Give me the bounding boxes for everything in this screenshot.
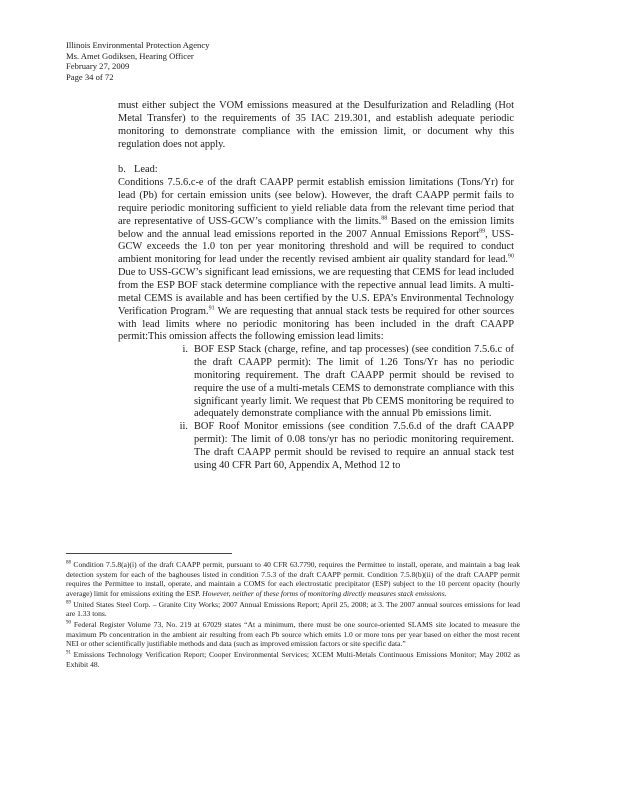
footnote-number: 88 — [66, 560, 71, 566]
footnote-89 — [66, 600, 520, 619]
header-agency: Illinois Environmental Protection Agency — [66, 40, 210, 50]
lead-paragraph — [118, 177, 514, 344]
footnote-ref-91[interactable]: 91 — [208, 305, 215, 312]
footnote-number: 91 — [66, 650, 71, 656]
footnote-divider — [66, 553, 232, 554]
footnote-number: 89 — [66, 600, 71, 606]
section-letter: b. — [118, 164, 126, 176]
list-item-number: ii. — [179, 421, 188, 433]
footnote-text: Condition 7.5.8(a)(i) of the draft CAAPP permit, pursuant to 40 CFR 63.7790, requires the Permittee to install, operate, and maintain a bag leak detection system for each of the baghouses listed in condition 7.5.3 of the draft CAAPP permit. Condition 7.5.8(b)(ii) of the draft CAAPP permit requires the Permittee to install, operate, and maintain a COMS for each electrostatic precipitator (ESP) subject to the 10 percent opacity (hourly average) limit for emissions exiting the ESP. — [66, 560, 520, 598]
footnote-number: 90 — [66, 620, 71, 626]
lead-text-1: Conditions 7.5.6.c-e of the draft CAAPP permit establish emission limitations (Tons/Yr) for lead (Pb) for certain emission units (see below). However, the draft CAAPP permit fails to require periodic monitoring sufficient to yield reliable data from the relevant time period that are representative of USS-GCW’s compliance with the limits. — [118, 177, 514, 227]
letter-header — [66, 40, 209, 82]
footnote-88 — [66, 560, 520, 599]
footnotes — [66, 560, 520, 669]
list-item-number: i. — [182, 344, 188, 356]
footnote-ref-89[interactable]: 89 — [479, 228, 486, 235]
footnote-ref-88[interactable]: 88 — [381, 215, 388, 222]
footnote-italic-text: However, neither of these forms of monitoring directly measures stack emissions. — [202, 588, 447, 598]
lead-text-5: We are requesting that annual stack tests be required for other sources with lead limits where no periodic monitoring has been included in the draft CAAPP permit:This omission affects the following emission lead limits: — [118, 305, 515, 343]
lead-text-3: , USS-GCW exceeds the 1.0 ton per year monitoring threshold and will be required to conduct ambient monitoring for lead under the recently revised ambient air quality standard for lead. — [118, 228, 514, 266]
lead-text-2: Based on the emission limits below and the annual lead emissions reported in the 2007 Annual Emissions Report — [118, 215, 514, 240]
list-item-text: BOF Roof Monitor emissions (see condition 7.5.6.d of the draft CAAPP permit): The limit of 0.08 tons/yr has no periodic monitoring requirement. The draft CAAPP permit should be revised to require an annual stack test using 40 CFR Part 60, Appendix A, Method 12 to — [194, 421, 514, 471]
footnote-text: Federal Register Volume 73, No. 219 at 67029 states “At a minimum, there must be one source-oriented SLAMS site located to measure the maximum Pb concentration in the ambient air resulting from each Pb source which emits 1.0 or more tons per year based on either the most recent NEI or other scientifically justifiable methods and data (such as improved emission factors or site specific data.” — [66, 619, 520, 649]
list-item — [166, 344, 514, 421]
header-recipient: Ms. Amet Godiksen, Hearing Officer — [66, 50, 194, 61]
header-date: February 27, 2009 — [66, 61, 130, 72]
footnote-ref-90[interactable]: 90 — [508, 253, 514, 260]
header-page-number: Page 34 of 72 — [66, 71, 114, 82]
document-body — [118, 100, 514, 473]
intro-paragraph: must either subject the VOM emissions measured at the Desulfurization and Reladling (Hot Metal Transfer) to the requirements of 35 IAC 219.301, and establish adequate periodic monitoring to demonstrate compliance with the emission limit, or document why this regulation does not apply. — [118, 100, 514, 150]
footnote-text: Emissions Technology Verification Report; Cooper Environmental Services; XCEM Multi-Metals Continuous Emissions Monitor; May 2002 as Exhibit 48. — [66, 649, 520, 669]
footnote-90 — [66, 620, 520, 649]
list-item — [166, 421, 514, 472]
emission-limits-list — [118, 344, 514, 472]
section-title: Lead: — [134, 164, 158, 176]
footnote-text: United States Steel Corp. – Granite City Works; 2007 Annual Emissions Report; April 25, 2008; at 3. The 2007 annual sources emissions for lead are 1.33 tons. — [66, 599, 520, 619]
section-heading — [118, 164, 514, 177]
footnote-91 — [66, 650, 520, 669]
lead-text-4: Due to USS-GCW’s significant lead emissions, we are requesting that CEMS for lead included from the ESP BOF stack determine compliance with the repective annual lead limits. A multi-metal CEMS is available and has been certified by the U.S. EPA’s Environmental Technology Verification Program. — [118, 267, 514, 317]
list-item-text: BOF ESP Stack (charge, refine, and tap processes) (see condition 7.5.6.c of the draft CAAPP permit): The limit of 1.26 Tons/Yr has no periodic monitoring requirement. The draft CAAPP permit should be revised to require the use of a multi-metals CEMS to demonstrate compliance with this significant yearly limit. We request that Pb CEMS monitoring be required to adequately demonstrate compliance with the annual Pb emissions limit. — [194, 344, 514, 420]
